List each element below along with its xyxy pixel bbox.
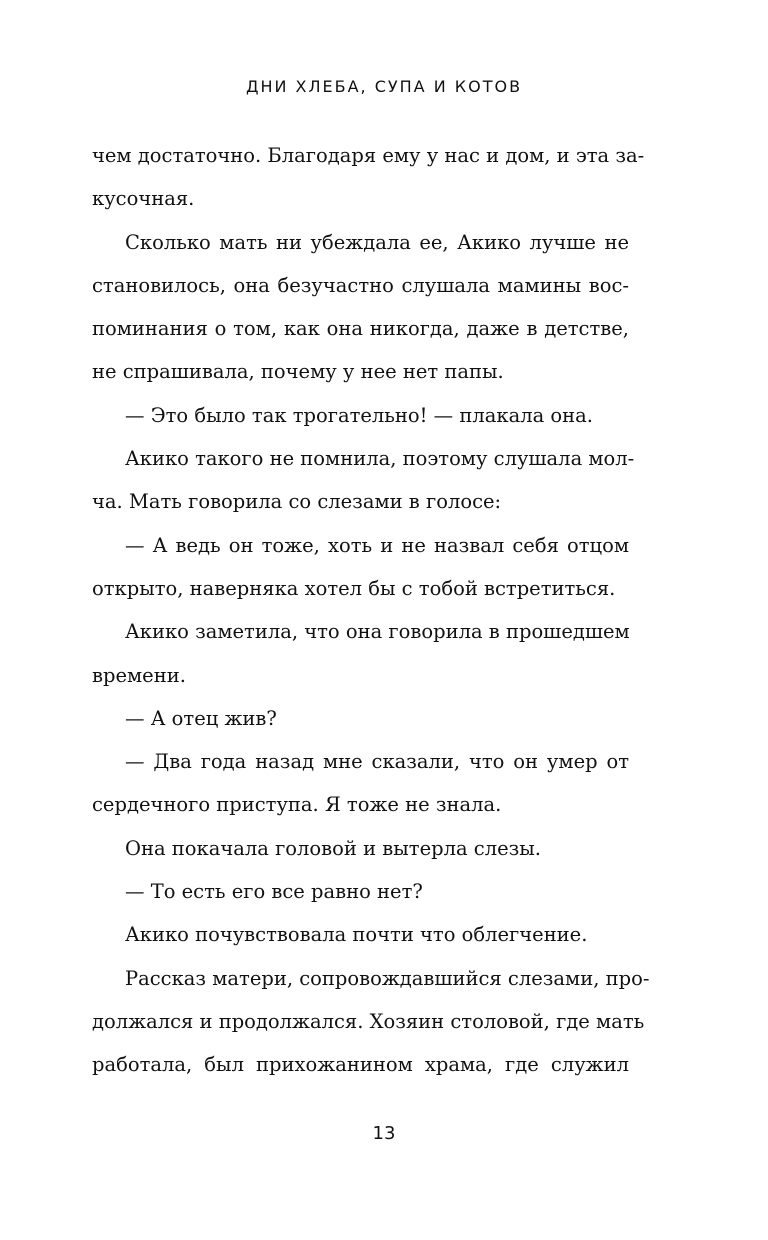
text-line: — То есть его все равно нет? <box>125 880 423 904</box>
text-line: открыто, наверняка хотел бы с тобой встретиться. <box>92 576 616 600</box>
text-line: Акико такого не помнила, поэтому слушала мол- <box>125 447 635 471</box>
text-line: — А ведь он тоже, хоть и не назвал себя отцом <box>125 533 629 557</box>
text-line: Акико почувствовала почти что облегчение. <box>125 923 588 947</box>
body-text <box>92 134 650 1087</box>
text-line: поминания о том, как она никогда, даже в детстве, <box>92 317 629 341</box>
text-line: Она покачала головой и вытерла слезы. <box>125 836 542 860</box>
text-line: Рассказ матери, сопровождавшийся слезами, про- <box>125 966 650 990</box>
text-line: чем достаточно. Благодаря ему у нас и дом, и эта за- <box>92 144 645 167</box>
text-line: не спрашивала, почему у нее нет папы. <box>92 360 504 384</box>
text-line: становилось, она безучастно слушала мамины вос- <box>92 273 629 297</box>
text-line: — Два года назад мне сказали, что он умер от <box>125 750 629 774</box>
text-line: — А отец жив? <box>125 706 277 730</box>
page-number: 13 <box>372 1123 396 1144</box>
text-line: времени. <box>92 663 186 687</box>
text-line: должался и продолжался. Хозяин столовой, где мать <box>92 1009 645 1033</box>
text-line: работала, был прихожанином храма, где служил <box>92 1053 629 1077</box>
running-title: ДНИ ХЛЕБА, СУПА И КОТОВ <box>245 77 523 96</box>
text-line: — Это было так трогательно! — плакала она. <box>125 403 593 427</box>
text-line: ча. Мать говорила со слезами в голосе: <box>92 490 502 514</box>
text-line: кусочная. <box>92 187 195 211</box>
text-line: Сколько мать ни убеждала ее, Акико лучше не <box>125 230 629 254</box>
text-line: сердечного приступа. Я тоже не знала. <box>92 793 502 817</box>
text-line: Акико заметила, что она говорила в прошедшем <box>125 620 630 644</box>
